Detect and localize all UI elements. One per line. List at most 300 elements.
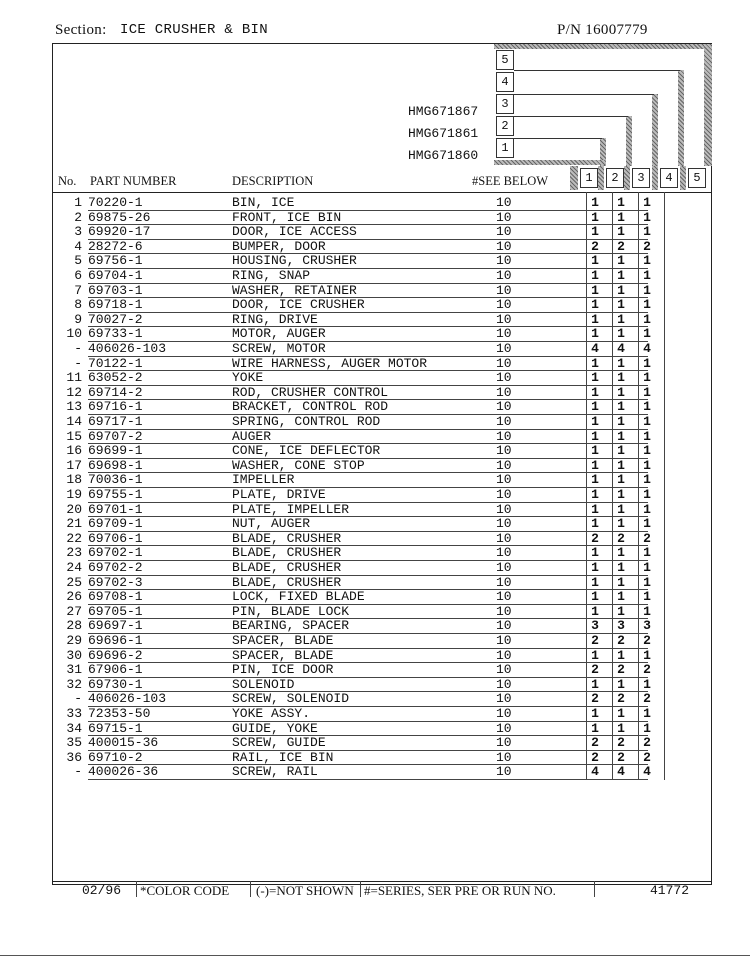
column-header-description: DESCRIPTION [232, 174, 314, 188]
section-label: Section: [55, 22, 107, 38]
series-reference: 10 [496, 749, 512, 765]
part-number: 69698-1 [88, 457, 143, 473]
series-reference: 10 [496, 706, 512, 721]
part-number: 69875-26 [88, 209, 151, 225]
series-reference: 10 [496, 545, 512, 561]
part-number: 69717-1 [88, 414, 143, 429]
quantity-model-3: 1 [643, 545, 651, 561]
row-number: 20 [66, 501, 82, 517]
part-description: SCREW, MOTOR [232, 341, 326, 356]
model-number: HMG671867 [408, 104, 479, 119]
series-shading [494, 44, 712, 49]
series-shading [624, 166, 630, 190]
series-reference: 10 [496, 764, 512, 780]
row-number: 34 [66, 720, 82, 736]
part-description: AUGER [232, 428, 272, 444]
quantity-model-2: 1 [617, 253, 625, 269]
part-description: YOKE ASSY. [232, 706, 311, 721]
stair-line [514, 94, 654, 95]
table-row [52, 327, 712, 342]
row-number: 2 [74, 209, 82, 225]
header-rule [52, 192, 712, 193]
quantity-model-1: 1 [591, 297, 599, 313]
part-number: 69706-1 [88, 530, 143, 546]
column-header-part-number: PART NUMBER [90, 174, 177, 188]
quantity-model-3: 2 [643, 633, 651, 648]
part-description: LOCK, FIXED BLADE [232, 589, 365, 605]
row-number: 19 [66, 487, 82, 502]
part-number: 406026-103 [88, 691, 167, 707]
series-reference: 10 [496, 589, 512, 605]
table-row [52, 342, 712, 357]
row-number: 16 [66, 443, 82, 459]
part-description: BRACKET, CONTROL ROD [232, 399, 389, 415]
quantity-model-3: 1 [643, 253, 651, 269]
series-box: 5 [496, 50, 514, 70]
row-number: 17 [66, 457, 82, 473]
series-reference: 10 [496, 253, 512, 269]
part-number: 69709-1 [88, 516, 143, 532]
quantity-model-2: 1 [617, 370, 625, 386]
part-description: IMPELLER [232, 472, 295, 488]
quantity-model-1: 1 [591, 457, 599, 473]
table-row [52, 386, 712, 401]
series-reference: 10 [496, 501, 512, 517]
quantity-model-2: 1 [617, 326, 625, 342]
series-reference: 10 [496, 487, 512, 502]
table-row [52, 663, 712, 678]
table-row [52, 736, 712, 751]
quantity-model-2: 1 [617, 195, 625, 210]
footer-divider [360, 881, 361, 897]
part-description: GUIDE, YOKE [232, 720, 318, 736]
quantity-model-3: 1 [643, 706, 651, 721]
row-number: 22 [66, 530, 82, 546]
footer-color-code: *COLOR CODE [140, 883, 230, 898]
quantity-model-1: 1 [591, 720, 599, 736]
quantity-model-3: 1 [643, 282, 651, 298]
series-reference: 10 [496, 297, 512, 313]
row-number: 29 [66, 633, 82, 648]
row-number: - [74, 691, 82, 707]
quantity-model-3: 4 [643, 341, 651, 356]
part-number: 69699-1 [88, 443, 143, 459]
series-reference: 10 [496, 384, 512, 400]
series-reference: 10 [496, 691, 512, 707]
quantity-model-3: 1 [643, 574, 651, 590]
table-row [52, 722, 712, 737]
stair-line [514, 138, 602, 139]
part-description: RING, SNAP [232, 268, 311, 283]
quantity-model-1: 1 [591, 560, 599, 575]
part-number: 70220-1 [88, 195, 143, 210]
quantity-model-2: 1 [617, 589, 625, 605]
quantity-model-2: 1 [617, 560, 625, 575]
series-reference: 10 [496, 560, 512, 575]
quantity-model-3: 1 [643, 370, 651, 386]
row-number: 14 [66, 414, 82, 429]
series-shading [652, 94, 658, 166]
row-number: 1 [74, 195, 82, 210]
row-number: 21 [66, 516, 82, 532]
table-row [52, 211, 712, 226]
part-description: BLADE, CRUSHER [232, 560, 342, 575]
table-row [52, 459, 712, 474]
row-number: 12 [66, 384, 82, 400]
table-row [52, 284, 712, 299]
quantity-column-divider [612, 192, 613, 780]
part-number: 69730-1 [88, 676, 143, 692]
series-reference: 10 [496, 647, 512, 663]
row-number: 23 [66, 545, 82, 561]
quantity-model-1: 1 [591, 647, 599, 663]
table-row [52, 415, 712, 430]
part-description: SPACER, BLADE [232, 647, 334, 663]
quantity-model-3: 2 [643, 749, 651, 765]
quantity-model-1: 1 [591, 676, 599, 692]
quantity-model-2: 1 [617, 647, 625, 663]
quantity-model-1: 2 [591, 735, 599, 751]
quantity-model-1: 1 [591, 355, 599, 371]
quantity-model-3: 1 [643, 487, 651, 502]
part-number: 69708-1 [88, 589, 143, 605]
footer-not-shown: (-)=NOT SHOWN [256, 883, 354, 898]
row-number: 35 [66, 735, 82, 751]
part-number: 406026-103 [88, 341, 167, 356]
quantity-model-2: 3 [617, 618, 625, 634]
part-description: WIRE HARNESS, AUGER MOTOR [232, 355, 428, 371]
quantity-model-3: 1 [643, 224, 651, 240]
series-reference: 10 [496, 224, 512, 240]
quantity-model-3: 1 [643, 589, 651, 605]
row-number: 32 [66, 676, 82, 692]
quantity-model-3: 4 [643, 764, 651, 780]
series-tab: 1 [580, 168, 598, 188]
part-description: SPACER, BLADE [232, 633, 334, 648]
series-reference: 10 [496, 574, 512, 590]
table-row [52, 590, 712, 605]
part-description: WASHER, CONE STOP [232, 457, 365, 473]
part-number: 69716-1 [88, 399, 143, 415]
series-shading [704, 44, 712, 166]
table-row [52, 751, 712, 766]
part-number: 69707-2 [88, 428, 143, 444]
table-row [52, 488, 712, 503]
table-row [52, 678, 712, 693]
quantity-model-2: 1 [617, 501, 625, 517]
table-row [52, 546, 712, 561]
quantity-model-3: 1 [643, 326, 651, 342]
part-description: DOOR, ICE CRUSHER [232, 297, 365, 313]
part-description: SPRING, CONTROL ROD [232, 414, 381, 429]
series-shading [652, 166, 658, 190]
quantity-model-3: 1 [643, 472, 651, 488]
part-description: PLATE, DRIVE [232, 487, 326, 502]
quantity-model-3: 1 [643, 428, 651, 444]
footer-rule [52, 881, 712, 882]
quantity-model-2: 1 [617, 209, 625, 225]
footer-date: 02/96 [82, 883, 122, 898]
model-number: HMG671861 [408, 126, 479, 141]
section-title: ICE CRUSHER & BIN [120, 22, 268, 38]
quantity-model-2: 2 [617, 662, 625, 678]
quantity-model-1: 1 [591, 443, 599, 459]
quantity-model-3: 1 [643, 311, 651, 327]
series-reference: 10 [496, 735, 512, 751]
part-number: 69702-3 [88, 574, 143, 590]
table-row [52, 444, 712, 459]
part-number: 69705-1 [88, 603, 143, 619]
series-box: 4 [496, 72, 514, 92]
row-number: - [74, 341, 82, 356]
part-description: DOOR, ICE ACCESS [232, 224, 357, 240]
series-reference: 10 [496, 399, 512, 415]
part-description: RING, DRIVE [232, 311, 318, 327]
quantity-model-1: 1 [591, 253, 599, 269]
quantity-model-1: 1 [591, 224, 599, 240]
quantity-model-3: 2 [643, 691, 651, 707]
table-row [52, 503, 712, 518]
part-number: 69920-17 [88, 224, 151, 240]
table-row [52, 707, 712, 722]
part-number: 72353-50 [88, 706, 151, 721]
quantity-model-3: 1 [643, 457, 651, 473]
series-shading [680, 166, 686, 190]
row-number: 18 [66, 472, 82, 488]
part-description: FRONT, ICE BIN [232, 209, 342, 225]
part-description: ROD, CRUSHER CONTROL [232, 384, 389, 400]
quantity-model-1: 1 [591, 414, 599, 429]
quantity-model-1: 1 [591, 384, 599, 400]
quantity-model-3: 1 [643, 516, 651, 532]
quantity-model-1: 1 [591, 603, 599, 619]
quantity-model-2: 1 [617, 224, 625, 240]
series-shading [598, 166, 604, 190]
quantity-model-3: 1 [643, 501, 651, 517]
quantity-model-2: 1 [617, 457, 625, 473]
series-reference: 10 [496, 662, 512, 678]
quantity-model-1: 1 [591, 311, 599, 327]
quantity-model-3: 1 [643, 720, 651, 736]
series-box: 1 [496, 138, 514, 158]
series-reference: 10 [496, 603, 512, 619]
part-number: 69703-1 [88, 282, 143, 298]
quantity-model-1: 2 [591, 633, 599, 648]
quantity-model-1: 4 [591, 764, 599, 780]
quantity-model-3: 1 [643, 443, 651, 459]
quantity-model-1: 2 [591, 749, 599, 765]
quantity-model-2: 1 [617, 297, 625, 313]
table-row [52, 605, 712, 620]
quantity-model-3: 2 [643, 662, 651, 678]
table-row [52, 619, 712, 634]
table-row [52, 561, 712, 576]
series-reference: 10 [496, 282, 512, 298]
quantity-model-1: 1 [591, 282, 599, 298]
part-description: SOLENOID [232, 676, 295, 692]
part-number: 69696-1 [88, 633, 143, 648]
series-shading [678, 70, 684, 166]
part-description: NUT, AUGER [232, 516, 311, 532]
quantity-model-1: 1 [591, 209, 599, 225]
part-description: BIN, ICE [232, 195, 295, 210]
row-number: 13 [66, 399, 82, 415]
quantity-column-divider [638, 192, 639, 780]
series-reference: 10 [496, 516, 512, 532]
row-number: 6 [74, 268, 82, 283]
quantity-model-2: 2 [617, 691, 625, 707]
part-number: 69756-1 [88, 253, 143, 269]
column-header-see-below: #SEE BELOW [472, 174, 549, 188]
part-number: 28272-6 [88, 238, 143, 254]
quantity-model-2: 2 [617, 238, 625, 254]
table-row [52, 313, 712, 328]
stair-line [514, 70, 680, 71]
quantity-model-3: 1 [643, 414, 651, 429]
quantity-model-1: 1 [591, 472, 599, 488]
quantity-model-3: 1 [643, 399, 651, 415]
row-number: 5 [74, 253, 82, 269]
part-number: 69714-2 [88, 384, 143, 400]
quantity-model-3: 1 [643, 676, 651, 692]
table-row [52, 240, 712, 255]
series-reference: 10 [496, 414, 512, 429]
quantity-model-1: 1 [591, 516, 599, 532]
quantity-model-1: 1 [591, 487, 599, 502]
series-tab: 2 [606, 168, 624, 188]
row-number: 31 [66, 662, 82, 678]
row-number: 33 [66, 706, 82, 721]
part-number-header: P/N 16007779 [557, 22, 648, 38]
row-number: 24 [66, 560, 82, 575]
quantity-model-1: 2 [591, 238, 599, 254]
part-description: PIN, BLADE LOCK [232, 603, 350, 619]
quantity-model-2: 1 [617, 472, 625, 488]
part-description: MOTOR, AUGER [232, 326, 326, 342]
row-number: 36 [66, 749, 82, 765]
quantity-model-3: 1 [643, 603, 651, 619]
table-row [52, 430, 712, 445]
row-number: 4 [74, 238, 82, 254]
footer-page-number: 41772 [650, 883, 690, 898]
series-reference: 10 [496, 633, 512, 648]
column-header-no: No. [58, 174, 77, 188]
series-reference: 10 [496, 268, 512, 283]
part-number: 69710-2 [88, 749, 143, 765]
part-number: 69704-1 [88, 268, 143, 283]
part-description: BLADE, CRUSHER [232, 574, 342, 590]
footer-divider [136, 881, 137, 897]
quantity-model-2: 1 [617, 282, 625, 298]
row-number: 7 [74, 282, 82, 298]
part-description: WASHER, RETAINER [232, 282, 357, 298]
quantity-model-3: 1 [643, 647, 651, 663]
table-row [52, 649, 712, 664]
quantity-model-1: 1 [591, 399, 599, 415]
quantity-model-3: 2 [643, 530, 651, 546]
quantity-model-2: 1 [617, 428, 625, 444]
row-number: 25 [66, 574, 82, 590]
table-row [52, 400, 712, 415]
quantity-model-1: 1 [591, 370, 599, 386]
quantity-model-3: 1 [643, 384, 651, 400]
series-shading [570, 166, 578, 190]
series-reference: 10 [496, 311, 512, 327]
part-number: 69702-2 [88, 560, 143, 575]
quantity-model-2: 2 [617, 749, 625, 765]
footer-divider [594, 881, 595, 897]
row-number: - [74, 764, 82, 780]
series-box: 2 [496, 116, 514, 136]
page-bottom-rule [0, 955, 750, 956]
row-number: 9 [74, 311, 82, 327]
part-number: 70027-2 [88, 311, 143, 327]
part-number: 69733-1 [88, 326, 143, 342]
part-description: SCREW, GUIDE [232, 735, 326, 751]
model-number: HMG671860 [408, 148, 479, 163]
quantity-model-2: 1 [617, 399, 625, 415]
part-description: SCREW, SOLENOID [232, 691, 350, 707]
quantity-model-3: 3 [643, 618, 651, 634]
series-shading [494, 160, 606, 165]
part-number: 69696-2 [88, 647, 143, 663]
quantity-model-2: 4 [617, 764, 625, 780]
quantity-model-2: 1 [617, 268, 625, 283]
series-reference: 10 [496, 618, 512, 634]
quantity-model-2: 1 [617, 720, 625, 736]
quantity-column-divider [664, 192, 665, 780]
series-reference: 10 [496, 355, 512, 371]
quantity-model-3: 1 [643, 268, 651, 283]
table-row [52, 254, 712, 269]
quantity-model-2: 1 [617, 516, 625, 532]
quantity-model-1: 1 [591, 706, 599, 721]
part-number: 400015-36 [88, 735, 159, 751]
series-reference: 10 [496, 472, 512, 488]
part-description: HOUSING, CRUSHER [232, 253, 357, 269]
series-reference: 10 [496, 443, 512, 459]
table-row [52, 517, 712, 532]
series-tab: 3 [632, 168, 650, 188]
quantity-model-2: 1 [617, 443, 625, 459]
series-reference: 10 [496, 428, 512, 444]
quantity-model-2: 2 [617, 530, 625, 546]
row-number: 26 [66, 589, 82, 605]
table-row [52, 371, 712, 386]
quantity-model-3: 1 [643, 560, 651, 575]
part-number: 70036-1 [88, 472, 143, 488]
table-row [52, 225, 712, 240]
quantity-model-1: 2 [591, 691, 599, 707]
quantity-model-1: 1 [591, 574, 599, 590]
quantity-model-3: 1 [643, 355, 651, 371]
table-row [52, 357, 712, 372]
quantity-model-2: 1 [617, 574, 625, 590]
part-number: 67906-1 [88, 662, 143, 678]
row-number: 10 [66, 326, 82, 342]
footer-divider [250, 881, 251, 897]
series-reference: 10 [496, 530, 512, 546]
series-tab: 5 [688, 168, 706, 188]
part-description: BLADE, CRUSHER [232, 530, 342, 546]
part-description: BUMPER, DOOR [232, 238, 326, 254]
quantity-model-2: 1 [617, 603, 625, 619]
series-shading [626, 116, 632, 166]
series-reference: 10 [496, 195, 512, 210]
table-row [52, 196, 712, 211]
series-reference: 10 [496, 720, 512, 736]
table-row [52, 634, 712, 649]
